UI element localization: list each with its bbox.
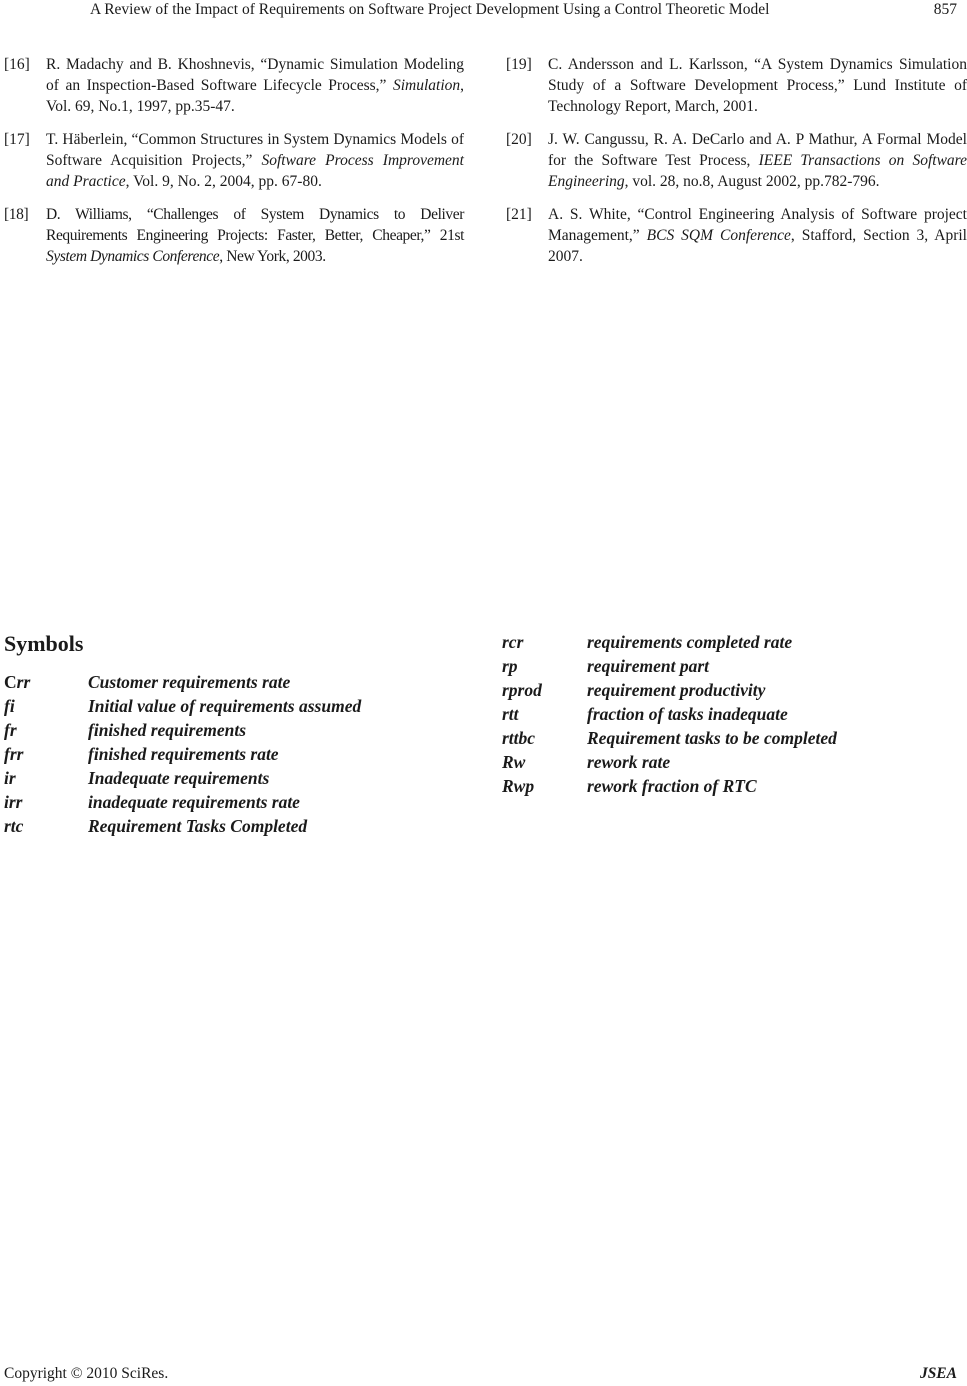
symbol-description: finished requirements [88,720,247,740]
symbol-description: Inadequate requirements [88,768,270,788]
symbol-abbreviation [4,670,30,694]
symbol-abbreviation: fr [4,720,17,740]
journal-abbreviation: JSEA [919,1365,957,1382]
page-number: 857 [933,1,957,18]
symbol-abbreviation-initial: C [4,672,17,692]
reference-entry [4,204,464,267]
references-left-column [4,54,464,279]
reference-number: [21] [506,206,532,223]
symbol-description: rework fraction of RTC [587,776,757,796]
reference-number: [20] [506,131,532,148]
reference-text: J. W. Cangussu, R. A. DeCarlo and A. P Mathur, A Formal Model for the Software Test Process, [548,131,967,169]
symbol-abbreviation: rprod [502,680,542,700]
running-title: A Review of the Impact of Requirements on Software Project Development Using a Control Theoretic Model [90,1,770,18]
symbol-description: Requirement tasks to be completed [587,728,837,748]
symbol-description: finished requirements rate [88,744,279,764]
reference-venue: System Dynamics Conference [46,248,220,265]
reference-text: A. S. White, “Control Engineering Analysis of Software project Management,” [548,206,967,244]
reference-text: R. Madachy and B. Khoshnevis, “Dynamic Simulation Modeling of an Inspection-Based Software Lifecycle Process,” [46,56,464,94]
reference-details: , vol. 28, no.8, August 2002, pp.782-796. [624,173,880,190]
reference-text: T. Häberlein, “Common Structures in System Dynamics Models of Software Acquisition Projects,” [46,131,464,169]
references-right-column [506,54,967,279]
copyright-notice: Copyright © 2010 SciRes. [4,1365,169,1382]
symbol-abbreviation: Rwp [502,776,535,796]
reference-details: , Vol. 9, No. 2, 2004, pp. 67-80. [125,173,322,190]
symbol-abbreviation: irr [4,792,23,812]
reference-details: , Vol. 69, No.1, 1997, pp.35-47. [46,77,464,115]
symbols-heading: Symbols [4,631,84,656]
reference-entry [506,204,967,267]
symbol-abbreviation: rp [502,656,518,676]
reference-number: [18] [4,206,29,223]
reference-venue: IEEE Transactions on Software Engineering [548,152,967,190]
symbol-description: rework rate [587,752,671,772]
symbol-description: Requirement Tasks Completed [88,816,308,836]
symbol-abbreviation: rcr [502,632,524,652]
symbol-description: Customer requirements rate [88,672,291,692]
symbol-description: requirements completed rate [587,632,793,652]
symbol-abbreviation: rttbc [502,728,536,748]
reference-entry [4,54,464,117]
symbol-description: requirement productivity [587,680,766,700]
symbol-abbreviation: rtt [502,704,519,724]
symbol-abbreviation: rtc [4,816,24,836]
reference-entry [4,129,464,192]
running-header [0,0,967,22]
reference-entry [506,54,967,117]
symbol-abbreviation: ir [4,768,16,788]
reference-text: C. Andersson and L. Karlsson, “A System Dynamics Simulation Study of a Software Development Process,” Lund Institute of Technology Report, March, 2001. [548,56,967,115]
symbol-abbreviation: frr [4,744,24,764]
reference-number: [16] [4,56,30,73]
symbol-description: inadequate requirements rate [88,792,300,812]
reference-details: , Stafford, Section 3, April 2007. [548,227,967,265]
reference-entry [506,129,967,192]
symbol-description: Initial value of requirements assumed [88,696,362,716]
reference-venue: Simulation [392,77,461,94]
symbol-description: fraction of tasks inadequate [587,704,788,724]
reference-venue: BCS SQM Conference [646,227,791,244]
reference-text: D. Williams, “Challenges of System Dynamics to Deliver Requirements Engineering Projects: Faster, Better, Cheaper,” 21st [46,206,464,244]
page-footer [0,1364,967,1386]
symbol-abbreviation: Rw [502,752,526,772]
symbol-description: requirement part [587,656,710,676]
reference-number: [17] [4,131,30,148]
symbol-abbreviation: fi [4,696,15,716]
reference-number: [19] [506,56,532,73]
reference-details: , New York, 2003. [219,248,326,265]
reference-venue: Software Process Improvement and Practice [46,152,464,190]
symbol-abbreviation-rest: rr [16,672,31,692]
